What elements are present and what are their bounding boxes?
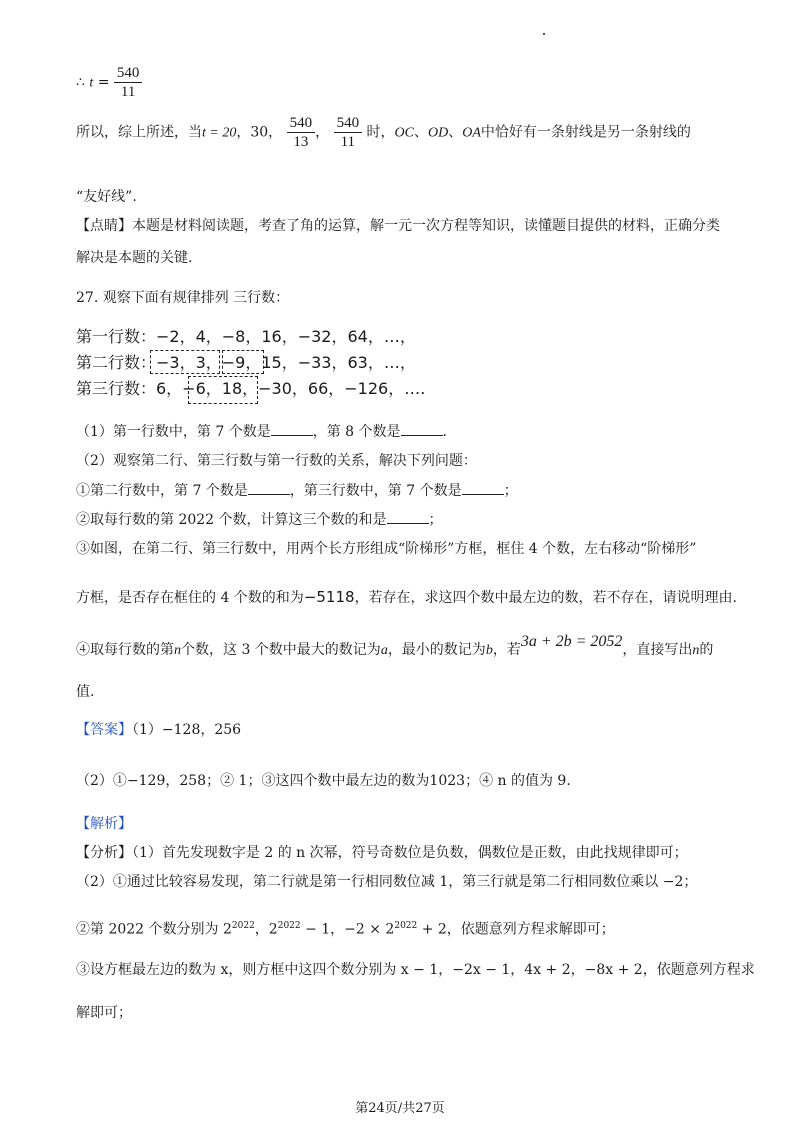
- sub-3-text-a: 方框，是否存在框住的 4 个数的和为: [76, 590, 304, 606]
- summary-prefix: 所以，综上所述，当: [76, 124, 202, 141]
- fraction-numerator: 540: [334, 114, 363, 133]
- sub-4-text-c: ，最小的数记为: [387, 642, 486, 658]
- fraction-numerator: 540: [287, 114, 316, 133]
- sub-question-3-line-1: ③如图，在第二行、第三行数中，用两个长方形组成“阶梯形”方框，框住 4 个数，左右移动“阶梯形”: [76, 541, 697, 557]
- answer-line-2: （2）①−129，258；② 1；③这四个数中最左边的数为1023；④ n 的值为 9.: [76, 773, 571, 789]
- analysis-tag: 【解析】: [76, 816, 132, 832]
- analysis-3-text-b: ，2: [254, 921, 278, 938]
- sub-4-text-d: ，若: [492, 642, 521, 658]
- summary-line: [76, 114, 691, 151]
- sub-4-text-f: 的: [699, 642, 714, 658]
- part-1-text-c: .: [442, 424, 447, 440]
- dianjing-tag: 【点睛】: [76, 218, 132, 234]
- fraction-denominator: 13: [293, 134, 309, 150]
- ray-oc: OC: [394, 125, 414, 141]
- fraction-denominator: 11: [120, 84, 136, 100]
- analysis-3-text-a: ②第 2022 个数分别为 2: [76, 921, 232, 938]
- friendly-line-text: “友好线”.: [76, 189, 137, 205]
- summary-suffix: 中恰好有一条射线是另一条射线的: [480, 124, 691, 141]
- answer-blank[interactable]: [401, 421, 443, 436]
- answer-blank[interactable]: [248, 480, 290, 495]
- answer-text-1: （1）−128，256: [132, 722, 242, 738]
- exponent: 2022: [231, 921, 255, 931]
- summary-values: ，30，: [236, 124, 283, 141]
- sum-value: −5118: [303, 588, 355, 606]
- therefore-line: [76, 64, 142, 101]
- exponent: 2022: [277, 921, 301, 931]
- fenxi-tag: 【分析】: [76, 845, 132, 861]
- exponent: 2022: [394, 921, 418, 931]
- analysis-line-4: ③设方框最左边的数为 x，则方框中这四个数分别为 x − 1，−2x − 1，4x + 2，−8x + 2，依题意列方程求: [76, 962, 755, 978]
- sub-1-text-a: ①第二行数中，第 7 个数是: [76, 483, 248, 499]
- t-fraction: [114, 64, 143, 101]
- equation: 3a + 2b = 2052: [520, 633, 623, 650]
- question-27-heading: 27. 观察下面有规律排列 三行数：: [76, 290, 290, 306]
- t-variable: t: [89, 75, 94, 91]
- sub-3-text-b: ，若存在，求这四个数中最左边的数，若不存在，请说明理由.: [354, 590, 738, 606]
- a-variable: a: [380, 643, 388, 658]
- part-1: [76, 421, 447, 442]
- sub-question-3-line-2: [76, 587, 737, 608]
- analysis-line-5: 解即可；: [76, 1005, 132, 1021]
- sub-question-1: [76, 480, 518, 501]
- part-1-text-a: （1）第一行数中，第 7 个数是: [76, 424, 271, 440]
- analysis-3-text-c: − 1，−2 × 2: [300, 921, 395, 938]
- n-variable: n: [174, 643, 181, 658]
- t-equals-20: t = 20: [202, 125, 237, 141]
- sub-1-text-b: ，第三行数中，第 7 个数是: [289, 483, 462, 499]
- part-2: （2）观察第二行、第三行数与第一行数的关系，解决下列问题：: [76, 453, 477, 469]
- analysis-3-text-d: + 2，依题意列方程求解即可；: [417, 921, 615, 938]
- answer-line-1: [76, 720, 241, 740]
- sub-2-text-a: ②取每行数的第 2022 个数，计算这三个数的和是: [76, 512, 387, 528]
- sub-2-text-b: ；: [428, 512, 443, 528]
- separator: 、: [413, 124, 428, 141]
- dianjing-line-1: [76, 216, 720, 236]
- dianjing-line-2: 解决是本题的关键.: [76, 250, 193, 266]
- sequence-row-2: 第二行数：−3，3，−9，15，−33，63，…，: [76, 353, 416, 372]
- sub-question-4-line-2: 值.: [76, 684, 95, 700]
- n-variable: n: [692, 643, 700, 658]
- equals-sign: =: [93, 74, 114, 91]
- answer-blank[interactable]: [462, 480, 504, 495]
- ladder-box-upper-left: [150, 350, 220, 374]
- fraction-denominator: 11: [340, 134, 356, 150]
- sub-question-4: [76, 633, 714, 661]
- sub-4-text-a: ④取每行数的第: [76, 642, 174, 658]
- fraction-540-11: [334, 114, 363, 151]
- fenxi-line: [76, 843, 688, 863]
- ray-oa: OA: [462, 125, 481, 141]
- ray-od: OD: [427, 125, 449, 141]
- scan-dot: [543, 33, 545, 35]
- sub-1-text-c: ；: [503, 483, 518, 499]
- sequence-row-3: 第三行数：6，−6，18，−30，66，−126，….: [76, 379, 426, 398]
- dianjing-text: 本题是材料阅读题，考查了角的运算，解一元一次方程等知识，读懂题目提供的材料，正确分类: [132, 218, 720, 234]
- part-1-text-b: ，第 8 个数是: [312, 424, 401, 440]
- analysis-line-2: （2）①通过比较容易发现，第二行就是第一行相同数位减 1，第三行就是第二行相同数位乘以 −2；: [76, 874, 698, 890]
- page-footer: 第24页/共27页: [355, 1101, 445, 1116]
- sub-question-2: [76, 509, 443, 530]
- answer-tag: 【答案】: [76, 722, 132, 738]
- separator: 、: [448, 124, 463, 141]
- answer-blank[interactable]: [271, 421, 313, 436]
- fraction-540-13: [287, 114, 316, 151]
- sequence-row-1: 第一行数：−2，4，−8，16，−32，64，…，: [76, 327, 416, 346]
- sub-4-text-e: ，直接写出: [622, 642, 693, 658]
- comma: ，: [315, 124, 330, 141]
- ladder-box-lower: [188, 376, 258, 404]
- therefore-symbol: ∴: [76, 74, 85, 91]
- summary-shi: 时，: [366, 124, 395, 141]
- fenxi-text: （1）首先发现数字是 2 的 n 次幂，符号奇数位是负数，偶数位是正数，由此找规律即可；: [132, 845, 688, 861]
- ladder-box-upper-right: [222, 350, 264, 374]
- answer-blank[interactable]: [387, 509, 429, 524]
- fraction-numerator: 540: [114, 64, 143, 83]
- b-variable: b: [485, 643, 493, 658]
- sub-4-text-b: 个数，这 3 个数中最大的数记为: [181, 642, 381, 658]
- analysis-line-3: [76, 916, 615, 940]
